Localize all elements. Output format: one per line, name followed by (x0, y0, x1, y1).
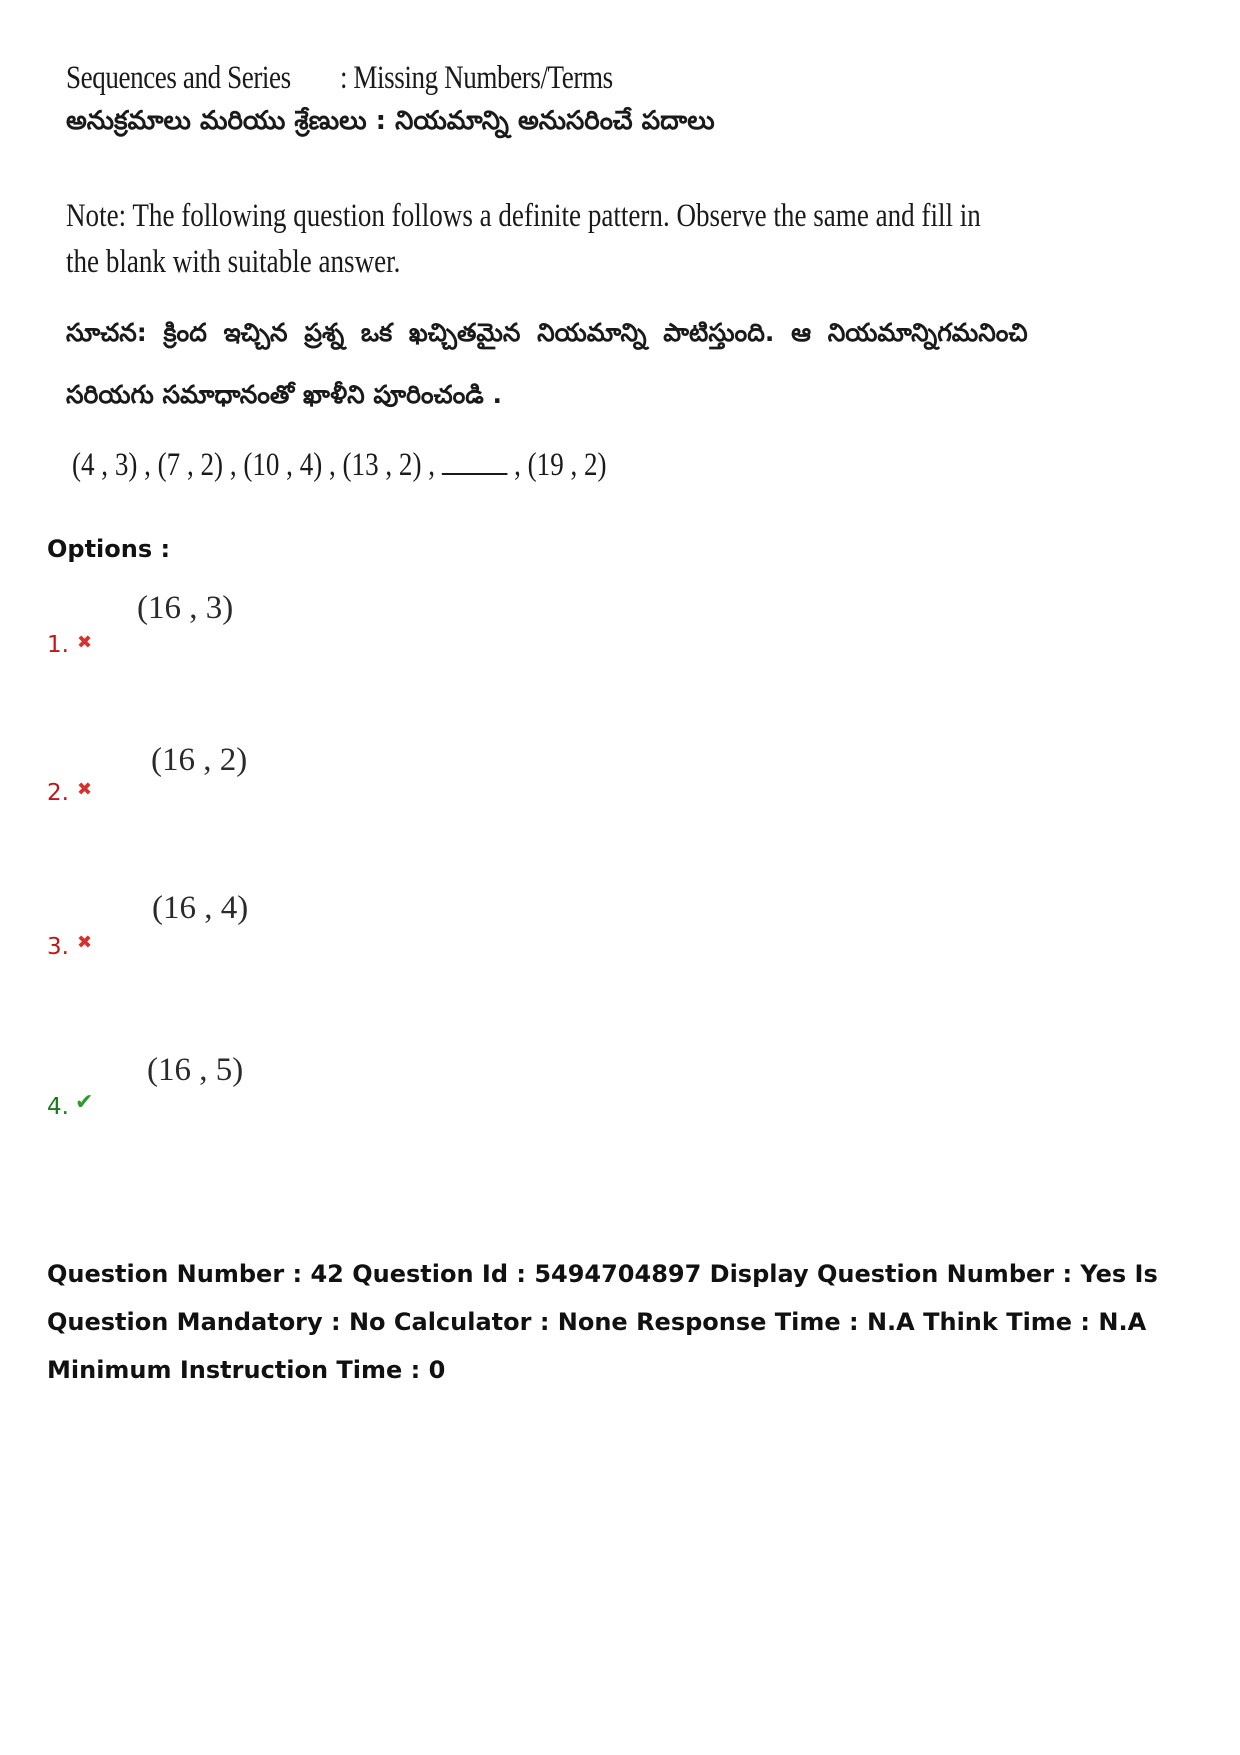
option-4[interactable] (47, 1052, 647, 1152)
check-icon: ✔ (75, 1090, 94, 1115)
option-number: 1. (47, 632, 69, 658)
topic-name: Sequences and Series (66, 60, 291, 96)
option-2[interactable] (47, 742, 647, 842)
question-metadata: Question Number : 42 Question Id : 5494704897 Display Question Number : Yes Is Question Mandatory : No Calculator : None Response Time : N.A Think Time : N.A Minimum Instruction Time : 0 (47, 1260, 1158, 1384)
note-te-line-1: సూచన: క్రింద ఇచ్చిన ప్రశ్న ఒక ఖచ్చితమైన నియమాన్ని పాటిస్తుంది. ఆ నియమాన్నిగమనించి (66, 318, 1028, 347)
series-start: (4 , 3) , (7 , 2) , (10 , 4) , (13 , 2) , (72, 447, 442, 483)
option-value: (16 , 4) (152, 890, 249, 926)
cross-icon: ✖ (77, 632, 93, 653)
topic-title-en (66, 60, 613, 97)
option-3[interactable] (47, 890, 647, 990)
option-value: (16 , 3) (137, 590, 234, 626)
option-number: 4. (47, 1094, 69, 1120)
note-te-line-2: సరియగు సమాధానంతో ఖాళీని పూరించండి . (66, 380, 502, 409)
series-end: , (19 , 2) (507, 447, 607, 483)
topic-subtype: : Missing Numbers/Terms (339, 60, 613, 96)
topic-title-te: అనుక్రమాలు మరియు శ్రేణులు : నియమాన్ని అనుసరించే పదాలు (66, 106, 715, 136)
note-en-line-2: the blank with suitable answer. (66, 244, 401, 280)
note-en-line-1: Note: The following question follows a definite pattern. Observe the same and fill in (66, 198, 981, 234)
cross-icon: ✖ (77, 779, 93, 800)
options-heading: Options : (47, 535, 171, 563)
option-1[interactable] (47, 590, 647, 690)
option-number: 3. (47, 934, 69, 960)
option-value: (16 , 5) (147, 1052, 244, 1088)
series-blank (442, 445, 508, 475)
number-series (72, 445, 607, 484)
option-value: (16 , 2) (151, 742, 248, 778)
cross-icon: ✖ (77, 932, 93, 953)
option-number: 2. (47, 780, 69, 806)
